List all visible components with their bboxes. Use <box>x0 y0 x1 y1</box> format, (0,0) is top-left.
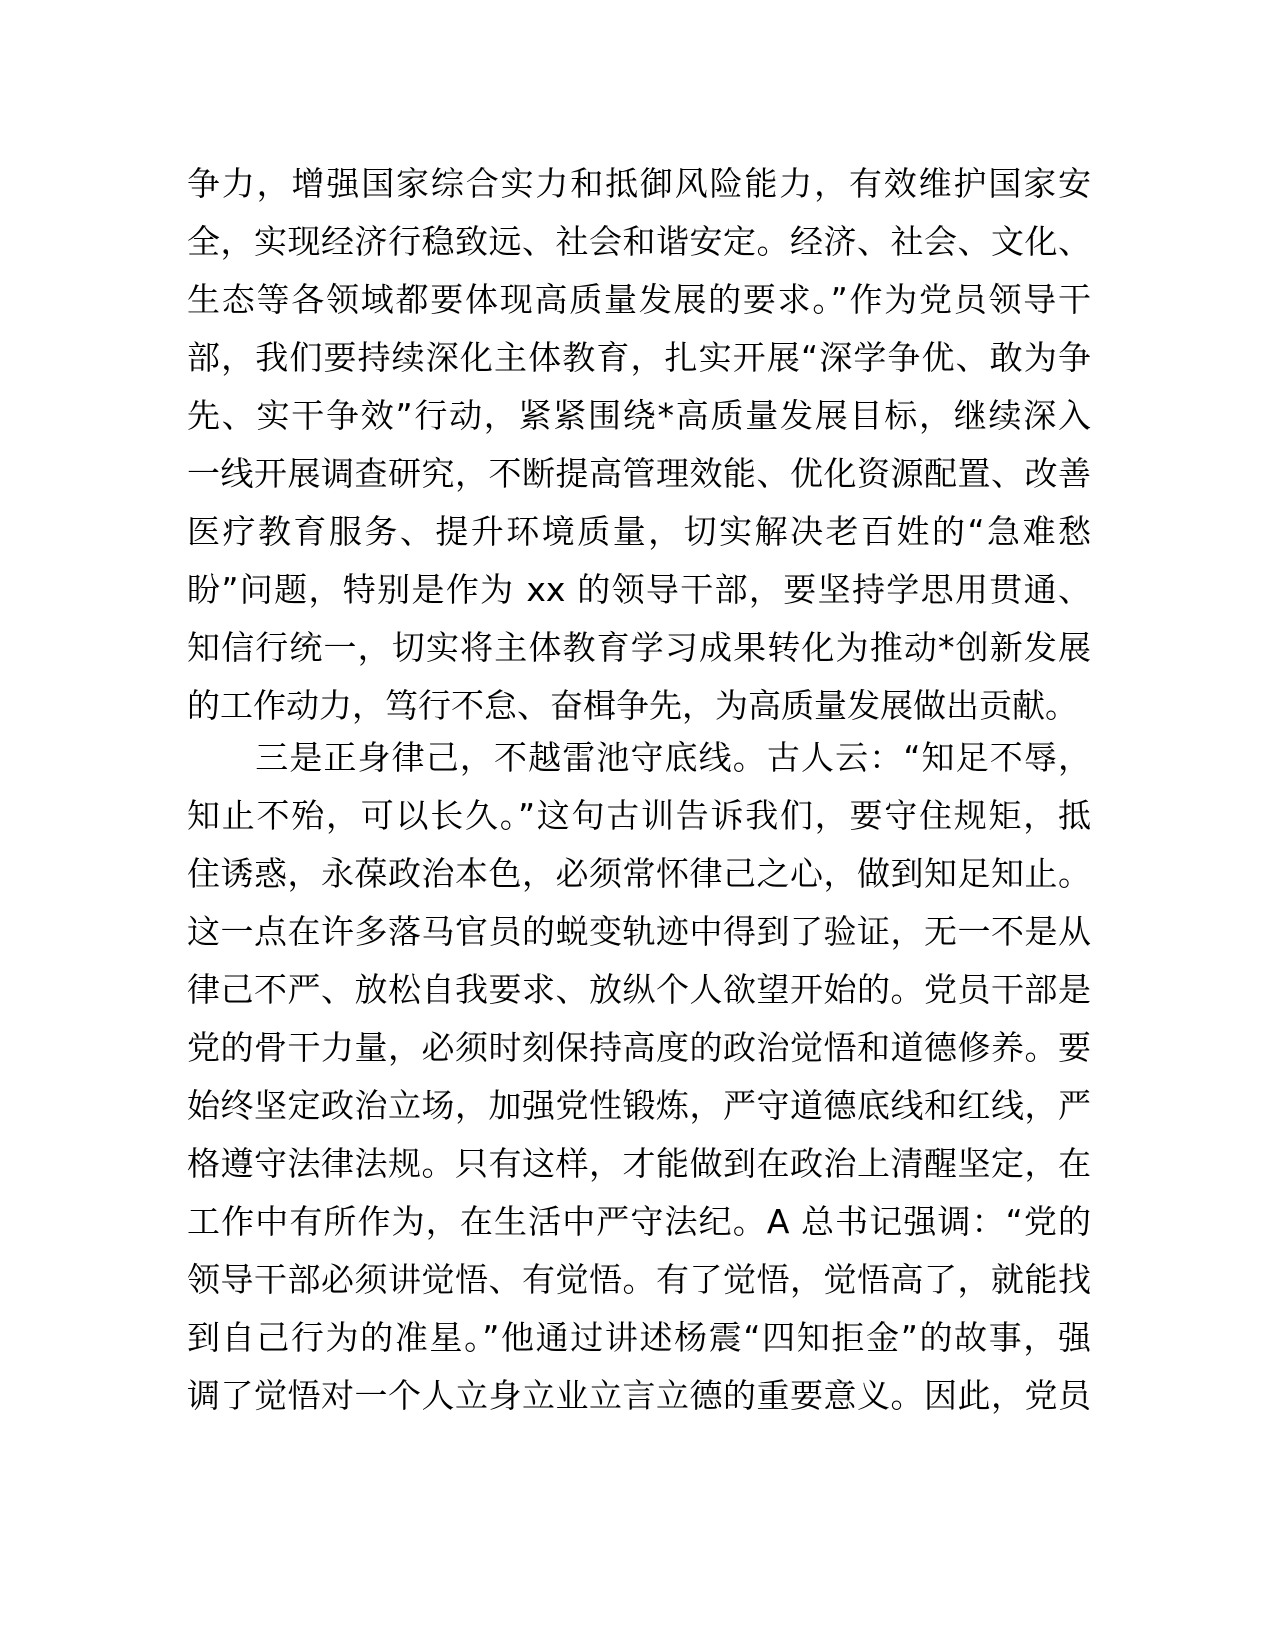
text-line: 争力，增强国家综合实力和抵御风险能力，有效维护国家安 <box>187 164 1091 203</box>
text-line: 一线开展调查研究，不断提高管理效能、优化资源配置、改善 <box>187 454 1091 493</box>
text-line: 到自己行为的准星。”他通过讲述杨震“四知拒金”的故事，强 <box>187 1318 1091 1357</box>
paragraph-1 <box>187 155 1091 735</box>
text-line: 领导干部必须讲觉悟、有觉悟。有了觉悟，觉悟高了，就能找 <box>187 1260 1091 1299</box>
text-line: 始终坚定政治立场，加强党性锻炼，严守道德底线和红线，严 <box>187 1086 1091 1125</box>
text-line: 生态等各领域都要体现高质量发展的要求。”作为党员领导干 <box>187 280 1091 319</box>
text-line: 医疗教育服务、提升环境质量，切实解决老百姓的“急难愁 <box>187 512 1091 551</box>
text-line: 先、实干争效”行动，紧紧围绕*高质量发展目标，继续深入 <box>187 396 1091 435</box>
text-line: 调了觉悟对一个人立身立业立言立德的重要意义。因此，党员 <box>187 1376 1091 1415</box>
text-line: 全，实现经济行稳致远、社会和谐安定。经济、社会、文化、 <box>187 222 1091 261</box>
text-line: 盼”问题，特别是作为 xx 的领导干部，要坚持学思用贯通、 <box>187 570 1091 609</box>
text-line: 知止不殆，可以长久。”这句古训告诉我们，要守住规矩，抵 <box>187 796 1091 835</box>
text-line: 部，我们要持续深化主体教育，扎实开展“深学争优、敢为争 <box>187 338 1091 377</box>
text-line: 知信行统一，切实将主体教育学习成果转化为推动*创新发展 <box>187 628 1091 667</box>
paragraph-2 <box>187 729 1091 1425</box>
text-line: 这一点在许多落马官员的蜕变轨迹中得到了验证，无一不是从 <box>187 912 1091 951</box>
text-line: 三是正身律己，不越雷池守底线。古人云：“知足不辱， <box>187 738 1091 777</box>
text-line: 格遵守法律法规。只有这样，才能做到在政治上清醒坚定，在 <box>187 1144 1091 1183</box>
text-line: 的工作动力，笃行不怠、奋楫争先，为高质量发展做出贡献。 <box>187 686 1078 725</box>
text-line: 工作中有所作为，在生活中严守法纪。A 总书记强调：“党的 <box>187 1202 1091 1241</box>
text-line: 律己不严、放松自我要求、放纵个人欲望开始的。党员干部是 <box>187 970 1091 1009</box>
text-line: 党的骨干力量，必须时刻保持高度的政治觉悟和道德修养。要 <box>187 1028 1091 1067</box>
text-line: 住诱惑，永葆政治本色，必须常怀律己之心，做到知足知止。 <box>187 854 1091 893</box>
